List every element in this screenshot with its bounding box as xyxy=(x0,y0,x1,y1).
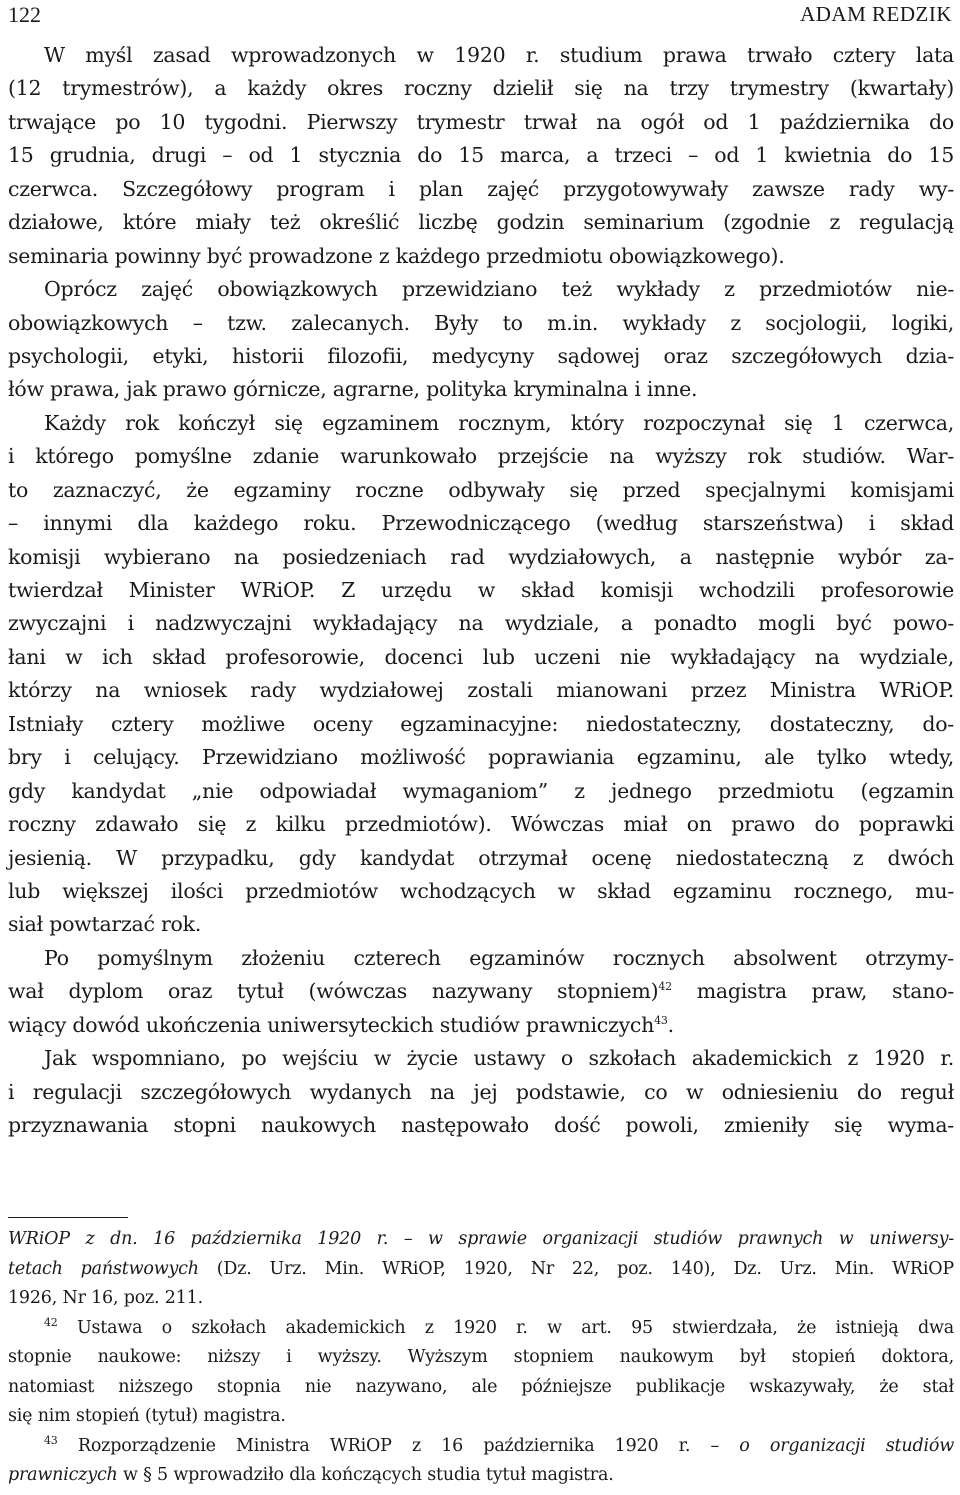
body-segment: wiący dowód ukończenia uniwersyteckich studiów prawniczych xyxy=(8,1012,655,1037)
body-line: Każdy rok kończył się egzaminem rocznym, który rozpoczynał się 1 czerwca, xyxy=(44,410,954,435)
running-head: ADAM REDZIK xyxy=(800,2,952,26)
body-line: którzy na wniosek rady wydziałowej zostali mianowani przez Ministra WRiOP. xyxy=(8,678,954,703)
footnote-number-42: 42 xyxy=(44,1315,58,1329)
footnote-line xyxy=(8,1255,954,1285)
footnotes xyxy=(8,1225,954,1491)
page-header xyxy=(0,0,960,30)
footnote-line: natomiast niższego stopnia nie nazywano, ale późniejsze publikacje wskazywały, że stał xyxy=(8,1376,954,1397)
page-number: 122 xyxy=(8,2,41,27)
body-line: siał powtarzać rok. xyxy=(8,912,202,937)
body-line: Po pomyślnym złożeniu czterech egzaminów rocznych absolwent otrzymy- xyxy=(44,945,954,970)
footnote-segment: (Dz. Urz. Min. WRiOP, 1920, Nr 22, poz. 140), Dz. Urz. Min. WRiOP xyxy=(198,1258,955,1279)
body-line: działowe, które miały też określić liczbę godzin seminarium (zgodnie z regulacją xyxy=(8,210,954,235)
body-line: jesienią. W przypadku, gdy kandydat otrzymał ocenę niedostateczną z dwóch xyxy=(8,845,954,870)
body-line: komisji wybierano na posiedzeniach rad wydziałowych, a następnie wybór za- xyxy=(8,544,954,569)
body-line: seminaria powinny być prowadzone z każdego przedmiotu obowiązkowego). xyxy=(8,243,785,268)
body-text xyxy=(8,39,954,1142)
footnote-segment: o organizacji studiów xyxy=(739,1435,954,1456)
footnote-divider xyxy=(8,1217,128,1218)
body-line: czerwca. Szczegółowy program i plan zajęć przygotowywały zawsze rady wy- xyxy=(8,176,954,201)
body-line: zwyczajni i nadzwyczajni wykładający na wydziale, a ponadto mogli być powo- xyxy=(8,611,954,636)
body-line: łów prawa, jak prawo górnicze, agrarne, polityka kryminalna i inne. xyxy=(8,377,698,402)
body-line: Istniały cztery możliwe oceny egzaminacyjne: niedostateczny, dostateczny, do- xyxy=(8,711,954,736)
footnote-line: się nim stopień (tytuł) magistra. xyxy=(8,1406,286,1426)
body-segment: . xyxy=(667,1012,674,1037)
body-line: twierdzał Minister WRiOP. Z urzędu w skład komisji wchodzili profesorowie xyxy=(8,578,954,602)
footnote-line: stopnie naukowe: niższy i wyższy. Wyższym stopniem naukowym był stopień doktora, xyxy=(8,1347,954,1367)
body-line: roczny zdawało się z kilku przedmiotów). Wówczas miał on prawo do poprawki xyxy=(8,812,954,837)
body-line: lub większej ilości przedmiotów wchodzących w skład egzaminu rocznego, mu- xyxy=(8,878,954,903)
footnote-segment: Ustawa o szkołach akademickich z 1920 r. w art. 95 stwierdzała, że istnieją dwa xyxy=(76,1317,954,1338)
body-line: przyznawania stopni naukowych następowało dość powoli, zmieniły się wyma- xyxy=(8,1113,954,1137)
body-line: Oprócz zajęć obowiązkowych przewidziano też wykłady z przedmiotów nie- xyxy=(44,277,954,302)
footnote-43 xyxy=(8,1432,954,1462)
body-line: (12 trymestrów), a każdy okres roczny dzielił się na trzy trymestry (kwartały) xyxy=(8,76,954,101)
body-line: Jak wspomniano, po wejściu w życie ustawy o szkołach akademickich z 1920 r. xyxy=(44,1046,954,1071)
body-segment: magistra praw, stano- xyxy=(696,979,954,1004)
body-line: obowiązkowych – tzw. zalecanych. Były to m.in. wykłady z socjologii, logiki, xyxy=(8,310,954,335)
footnote-line xyxy=(8,1461,954,1491)
body-line: 15 grudnia, drugi – od 1 stycznia do 15 marca, a trzeci – od 1 kwietnia do 15 xyxy=(8,143,954,168)
body-line xyxy=(8,975,954,1008)
body-line: bry i celujący. Przewidziano możliwość poprawiania egzaminu, ale tylko wtedy, xyxy=(8,745,954,770)
footnote-ref-42[interactable]: 42 xyxy=(658,980,672,994)
body-line: psychologii, etyki, historii filozofii, medycyny sądowej oraz szczegółowych dzia- xyxy=(8,343,954,368)
footnote-42 xyxy=(8,1314,954,1344)
footnote-number-43: 43 xyxy=(44,1433,58,1447)
body-line: i którego pomyślne zdanie warunkowało przejście na wyższy rok studiów. War- xyxy=(8,444,954,469)
body-line: trwające po 10 tygodni. Pierwszy trymestr trwał na ogół od 1 października do xyxy=(8,109,954,134)
footnote-line: WRiOP z dn. 16 października 1920 r. – w sprawie organizacji studiów prawnych w uniwersy- xyxy=(8,1229,954,1249)
body-line: to zaznaczyć, że egzaminy roczne odbywały się przed specjalnymi komisjami xyxy=(8,477,954,502)
body-line: gdy kandydat „nie odpowiadał wymaganiom” z jednego przedmiotu (egzamin xyxy=(8,778,954,803)
footnote-line: 1926, Nr 16, poz. 211. xyxy=(8,1288,203,1308)
footnote-ref-43[interactable]: 43 xyxy=(654,1013,668,1027)
body-line xyxy=(8,1009,954,1042)
footnote-segment: Rozporządzenie Ministra WRiOP z 16 października 1920 r. – xyxy=(77,1435,740,1456)
body-line: – innymi dla każdego roku. Przewodniczącego (według starszeństwa) i skład xyxy=(8,511,954,536)
body-line: łani w ich skład profesorowie, docenci lub uczeni nie wykładający na wydziale, xyxy=(8,644,954,669)
body-line: W myśl zasad wprowadzonych w 1920 r. studium prawa trwało cztery lata xyxy=(44,43,954,67)
footnote-segment: prawniczych xyxy=(8,1465,118,1485)
body-segment: wał dyplom oraz tytuł (wówczas nazywany stopniem) xyxy=(8,979,659,1004)
body-line: i regulacji szczegółowych wydanych na jej podstawie, co w odniesieniu do reguł xyxy=(8,1079,954,1104)
footnote-segment: tetach państwowych xyxy=(8,1258,199,1279)
footnote-segment: w § 5 wprowadziło dla kończących studia tytuł magistra. xyxy=(117,1465,614,1485)
